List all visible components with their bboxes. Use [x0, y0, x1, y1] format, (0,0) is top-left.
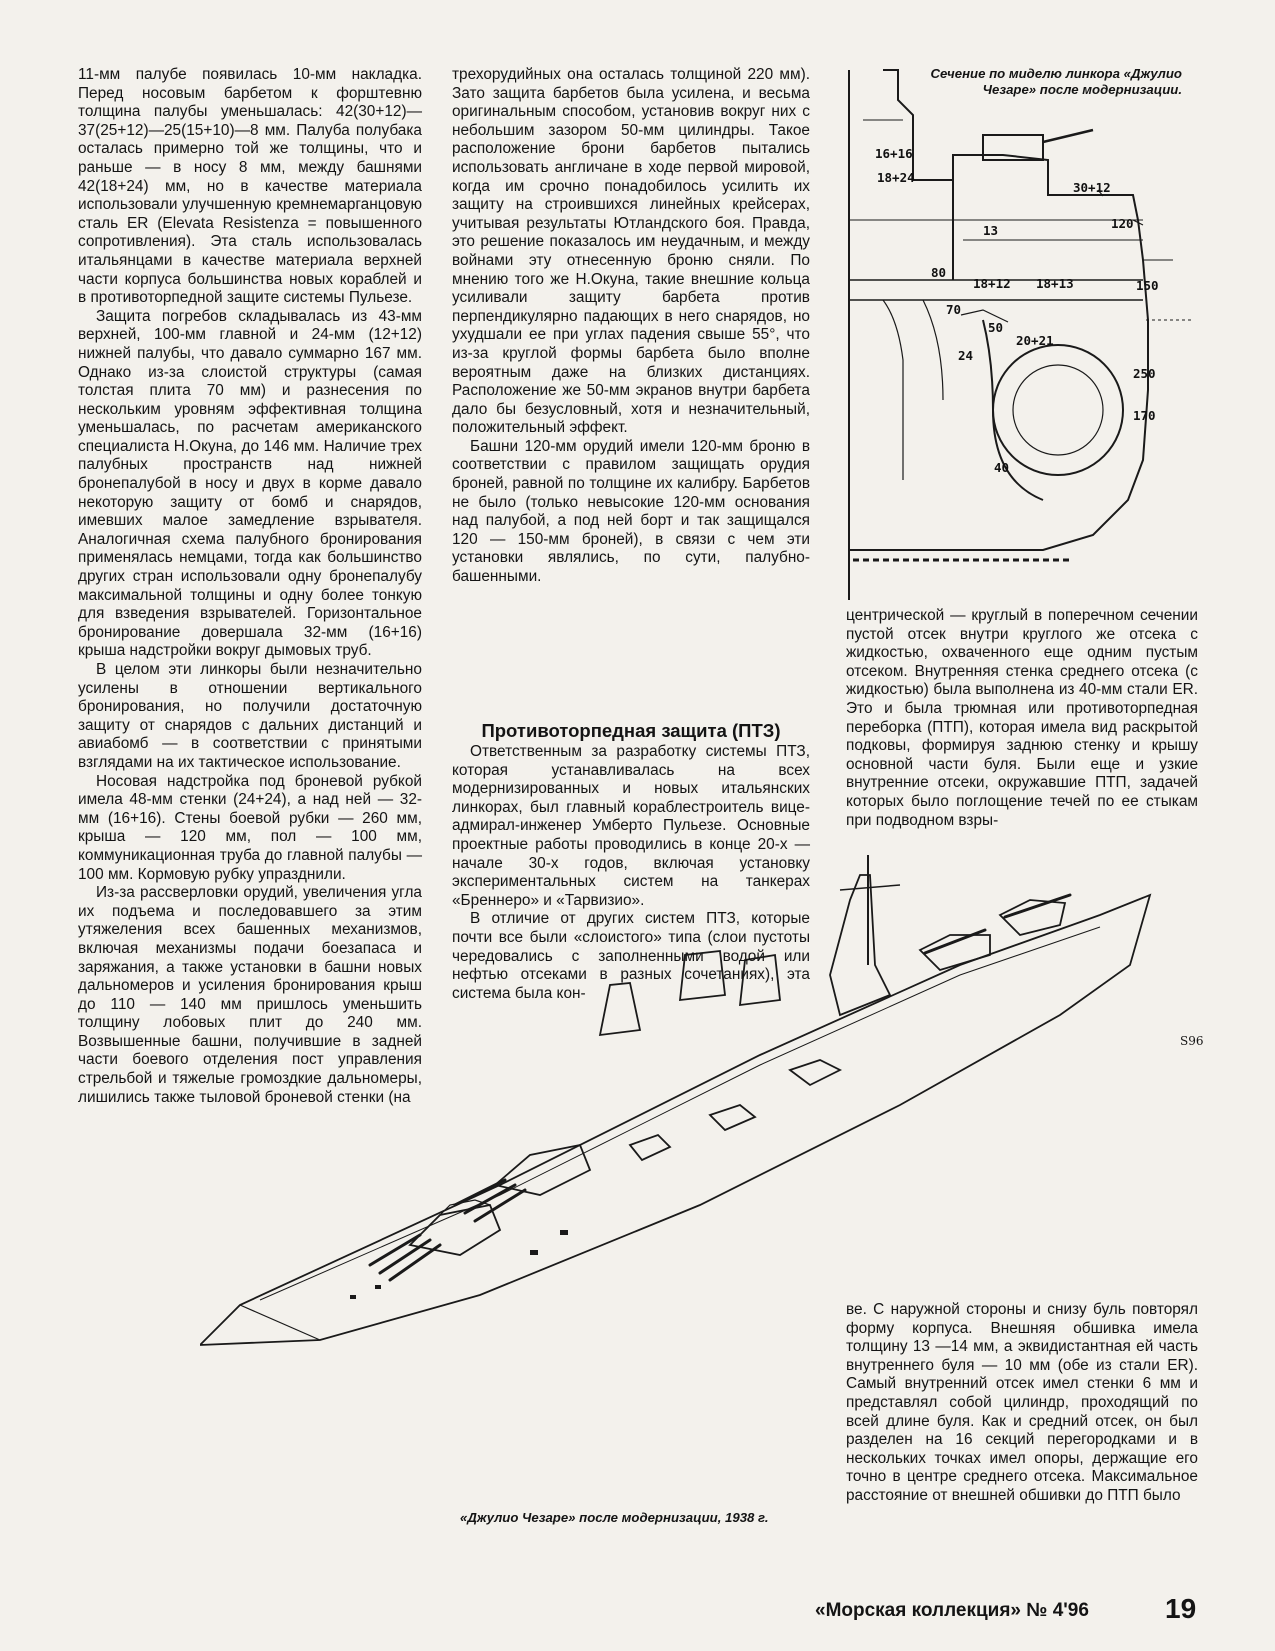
paragraph: центрической — круглый в поперечном сечении пустой отсек внутри круглого же отсека с жидкостью, охваченного еще одним пустым отсеком. Внутренняя стенка среднего отсека (с жидкостью) была выполнена из 40-мм стали ER. Это и была трюмная или противоторпедная переборка (ПТП), которая имела вид раскрытой подковы, формируя заднюю стенку и крышу основной части буля. Были еще и узкие внутренние отсеки, окружавшие ПТП, задачей которых было поглощение течей по ее стыкам при подводном взры- — [846, 607, 1198, 829]
section-label: 150 — [1136, 278, 1159, 293]
ship-drawing-caption: «Джулио Чезаре» после модернизации, 1938 г. — [460, 1510, 769, 1525]
section-label: 18+24 — [877, 170, 915, 185]
middle-column — [452, 66, 810, 587]
magazine-title: «Морская коллекция» № 4'96 — [815, 1600, 1089, 1621]
battleship-perspective-drawing — [200, 855, 1220, 1355]
paragraph: В целом эти линкоры были незначительно усилены в отношении вертикального бронирования, но получили достаточную защиту от снарядов с дальних дистанций и авиабомб — в соответствии с принятыми взглядами на их тактическое использование. — [78, 661, 422, 771]
page-number: 19 — [1165, 1593, 1197, 1624]
section-label: 80 — [931, 265, 947, 280]
section-label: 30+12 — [1073, 180, 1111, 195]
right-column-bottom — [846, 1301, 1198, 1506]
section-label: 250 — [1133, 366, 1156, 381]
paragraph: Башни 120-мм орудий имели 120-мм броню в соответствии с правилом защищать орудия броней, равной по толщине их калибру. Барбетов не было (только невысокие 120-мм основания над палубой, а под ней борт и так защищался 120 — 150-мм броней), в связи с чем эти установки являлись, по сути, палубно-башенными. — [452, 437, 810, 586]
section-label: 170 — [1133, 408, 1156, 423]
paragraph: Защита погребов складывалась из 43-мм верхней, 100-мм главной и 24-мм (12+12) нижней палубы, что давало суммарно 167 мм. Однако из-за слоистой структуры (самая толстая плита 70 мм) и разнесения по нескольким уровням эффективная толщина уменьшалась, по расчетам американского специалиста Н.Окуна, до 146 мм. Наличие трех палубных пространств над нижней бронепалубой в носу и двух в корме давало некоторую защиту от бомб и снарядов, имевших малое замедление взрывателя. Аналогичная схема палубного бронирования применялась немцами, тогда как большинство других стран использовали одну бронепалубу максимальной толщины и одну более тонкую для взведения взрывателей. Горизонтальное бронирование довершала 32-мм (16+16) крыша надстройки вокруг дымовых труб. — [78, 307, 422, 660]
section-label: 18+13 — [1036, 276, 1074, 291]
paragraph: В отличие от других систем ПТЗ, которые почти все были «слоистого» типа (слои пустоты чередовались с заполненными водой или нефтью отсеками в разных сочетаниях), эта система была кон- — [452, 910, 810, 1002]
section-label: 13 — [983, 223, 999, 238]
section-label: 24 — [958, 348, 974, 363]
section-label: 70 — [946, 302, 962, 317]
section-label: 50 — [988, 320, 1004, 335]
paragraph: 11-мм палубе появилась 10-мм накладка. Перед носовым барбетом к форштевню толщина палубы уменьшалась: 42(30+12)—37(25+12)—25(15+10)—8 мм. Палуба полубака осталась примерно той же толщины, что и раньше — в носу 8 мм, между башнями 42(18+24) мм, но в качестве материала использовали улучшенную кремнемарганцовую сталь ER (Elevata Resistenza = повышенного сопротивления). Эта сталь использовалась итальянцами в качестве материала верхней части корпуса большинства новых кораблей и в противоторпедной защите системы Пульезе. — [78, 66, 422, 307]
paragraph: Носовая надстройка под броневой рубкой имела 48-мм стенки (24+24), а над ней — 32-мм (16+16). Стены боевой рубки — 260 мм, крыша — 120 мм, пол — 100 мм, коммуникационная труба до главной палубы — 100 мм. Кормовую рубку упразднили. — [78, 772, 422, 883]
section-label: 20+21 — [1016, 333, 1054, 348]
section-label: 40 — [994, 460, 1010, 475]
midship-section-drawing — [843, 60, 1203, 605]
section-drawing-caption: Сечение по миделю линкора «Джулио Чезаре» после модернизации. — [930, 66, 1182, 97]
paragraph: Ответственным за разработку системы ПТЗ, которая устанавливалась на всех модернизированных и новых итальянских линкорах, был главный кораблестроитель вице-адмирал-инженер Умберто Пульезе. Основные проектные работы проводились в конце 20-х — начале 30-х годов, включая установку экспериментальных систем на танкерах «Бреннеро» и «Тарвизио». — [452, 743, 810, 909]
section-label: 18+12 — [973, 276, 1011, 291]
section-label: 16+16 — [875, 146, 913, 161]
paragraph: Из-за рассверловки орудий, увеличения угла их подъема и последовавшего за этим утяжеления всех башенных механизмов, включая механизмы подачи боезапаса и заряжания, а также установки в башни новых дальномеров и усиления бронирования крыш до 110 — 140 мм пришлось уменьшить толщину лобовых плит до 240 мм. Возвышенные башни, получившие в задней части боевого отделения пост управления стрельбой и тяжелые громоздкие дальномеры, лишились также тыловой броневой стенки (на — [78, 884, 422, 1106]
paragraph: ве. С наружной стороны и снизу буль повторял форму корпуса. Внешняя обшивка имела толщину 13 —14 мм, а эквидистантная ей часть внутреннего буля — 10 мм (обе из стали ER). Самый внутренний отсек имел стенки 6 мм и представлял собой цилиндр, проходящий по всей длине буля. Как и средний отсек, он был разделен на 16 секций перегородками и в нескольких точках имел опоры, держащие его точно в центре среднего отсека. Максимальное расстояние от внешней обшивки до ПТП было — [846, 1301, 1198, 1504]
section-heading: Противоторпедная защита (ПТЗ) — [481, 720, 781, 741]
artist-signature: S96 — [1180, 1034, 1204, 1048]
right-column-top — [846, 607, 1198, 830]
paragraph: трехорудийных она осталась толщиной 220 мм). Зато защита барбетов была усилена, и весьма оригинальным способом, установив вокруг них с небольшим зазором 50-мм цилиндры. Такое расположение брони барбетов пытались использовать англичане в ходе первой мировой, когда им срочно понадобилось усилить их защиту на строившихся линейных крейсерах, учитывая результаты Ютландского боя. Правда, это решение показалось им неудачным, и между войнами эту отнесенную броню сняли. По мнению того же Н.Окуна, такие внешние кольца усиливали защиту барбета против перпендикулярно падающих в него снарядов, но ухудшали ее при углах падения свыше 55°, что из-за круглой формы барбета было вполне вероятным даже на близких дистанциях. Расположение же 50-мм экранов внутри барбета дало бы безусловный, хотя и незначительный, положительный эффект. — [452, 66, 810, 437]
section-label: 120 — [1111, 216, 1134, 231]
